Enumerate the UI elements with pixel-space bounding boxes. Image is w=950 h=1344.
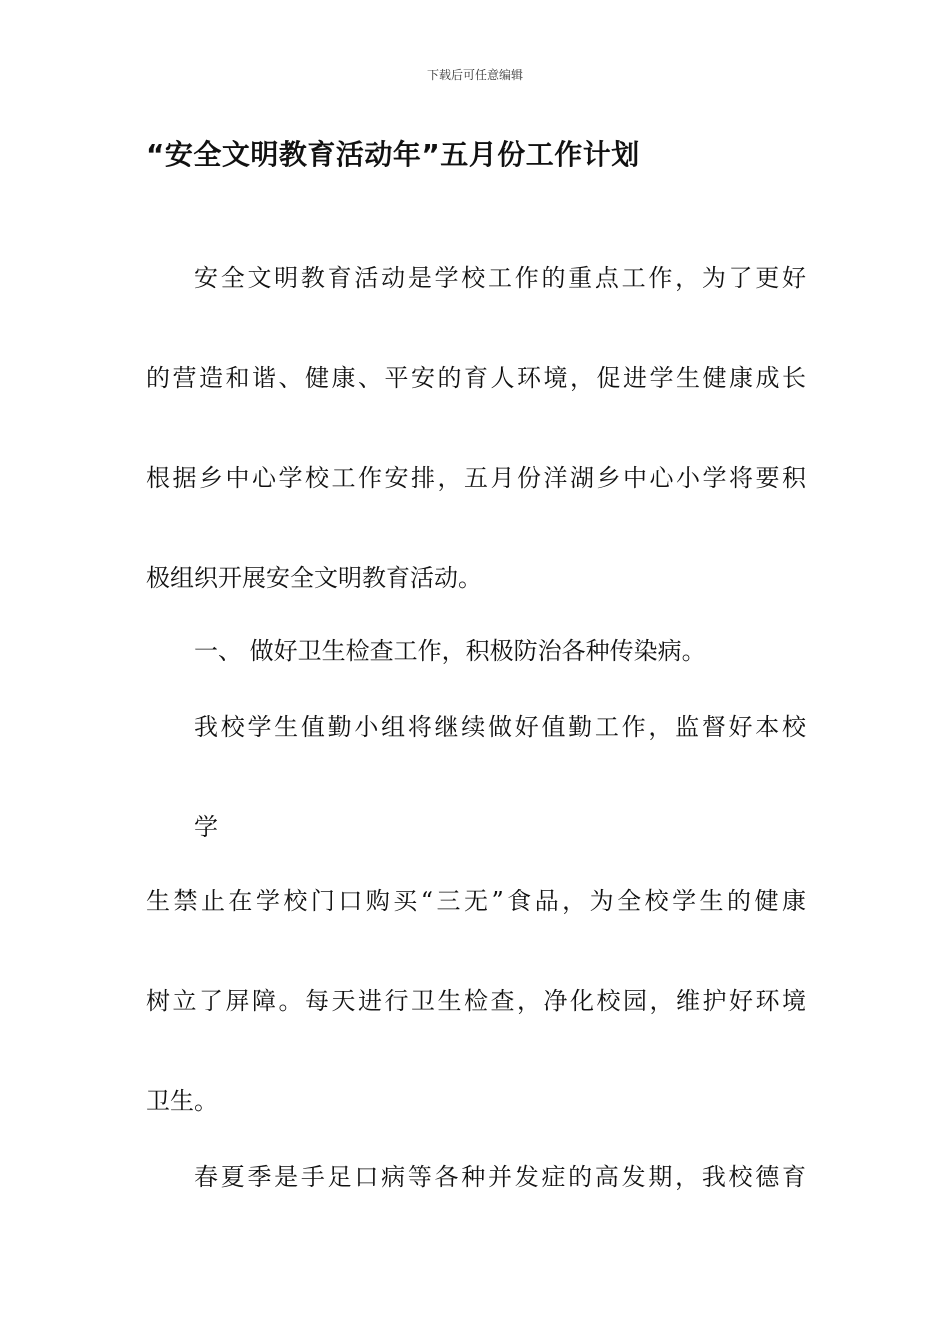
paragraph-line: 生禁止在学校门口购买“三无”食品，为全校学生的健康 — [146, 887, 806, 915]
paragraph-line: 安全文明教育活动是学校工作的重点工作，为了更好 — [194, 264, 806, 292]
paragraph-line: 春夏季是手足口病等各种并发症的高发期，我校德育 — [194, 1163, 806, 1191]
paragraph-line: 树立了屏障。每天进行卫生检查，净化校园，维护好环境 — [146, 987, 806, 1015]
document-title: “安全文明教育活动年”五月份工作计划 — [146, 138, 640, 171]
paragraph-line: 卫生。 — [146, 1087, 218, 1115]
paragraph-line: 我校学生值勤小组将继续做好值勤工作，监督好本校 — [194, 713, 806, 741]
section-heading: 一、 做好卫生检查工作，积极防治各种传染病。 — [194, 637, 706, 665]
header-note: 下载后可任意编辑 — [426, 68, 523, 82]
paragraph-line: 学 — [194, 813, 218, 841]
paragraph-line: 极组织开展安全文明教育活动。 — [146, 564, 482, 592]
paragraph-line: 的营造和谐、健康、平安的育人环境，促进学生健康成长 — [146, 364, 806, 392]
paragraph-line: 根据乡中心学校工作安排，五月份洋湖乡中心小学将要积 — [146, 464, 806, 492]
